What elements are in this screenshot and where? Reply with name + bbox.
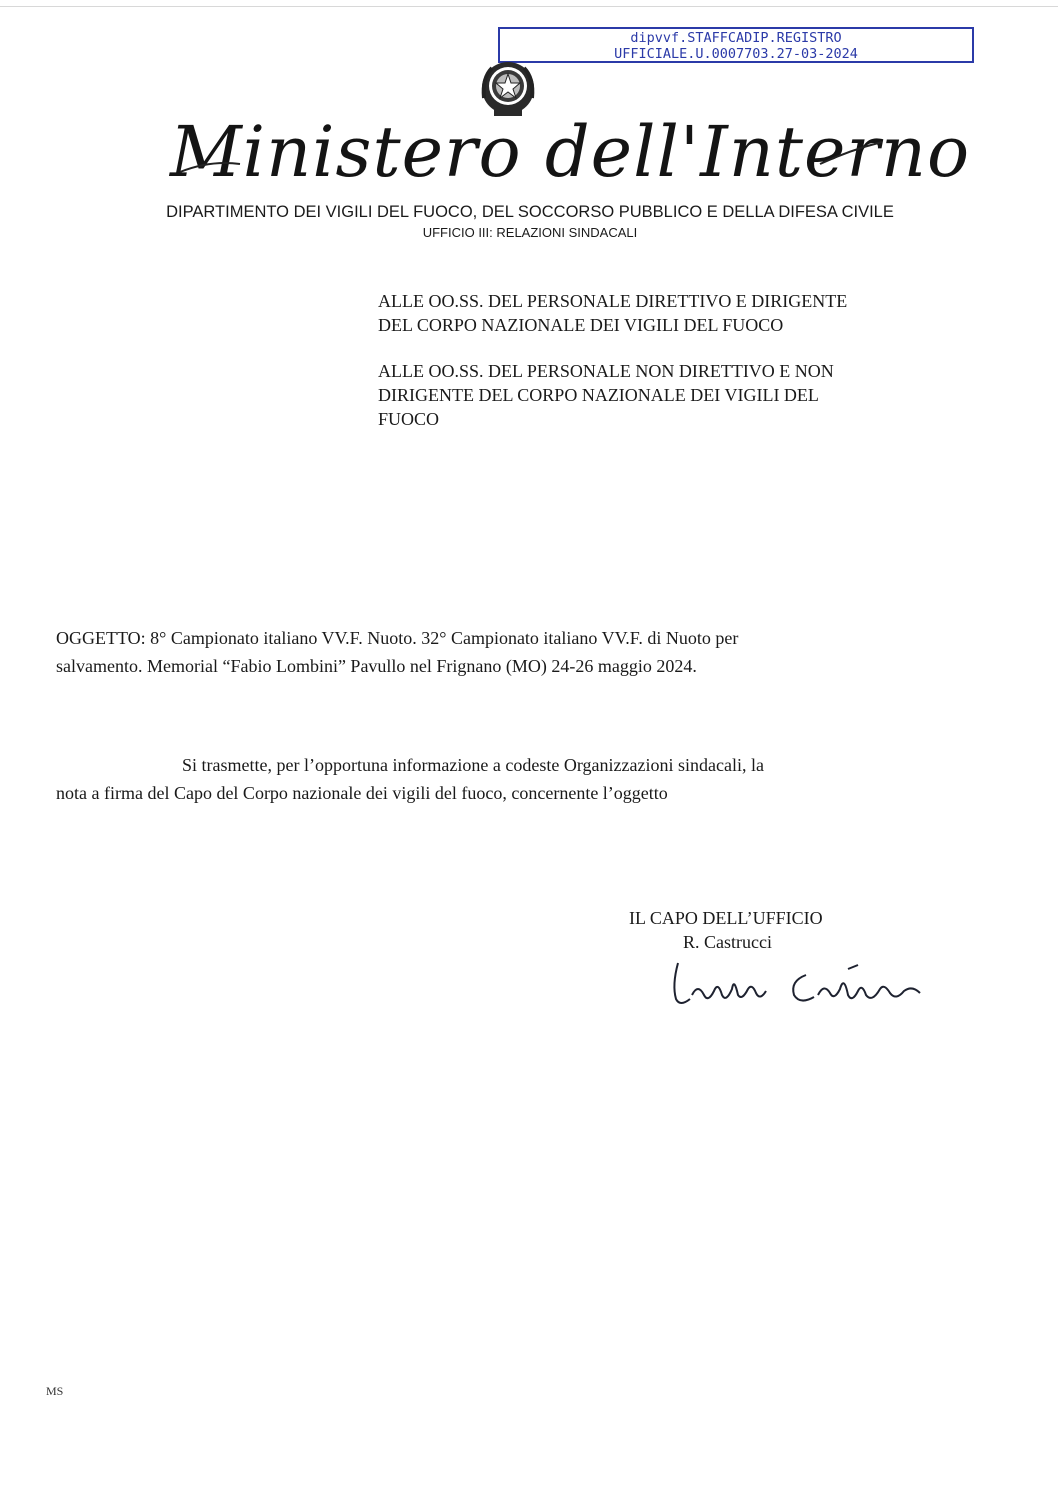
recipient-2-line-1: ALLE OO.SS. DEL PERSONALE NON DIRETTIVO E NON [378,361,834,381]
subject-line-1: OGGETTO: 8° Campionato italiano VV.F. Nuoto. 32° Campionato italiano VV.F. di Nuoto per [56,628,739,648]
title-flourish-icon [170,120,890,190]
protocol-stamp [498,27,974,63]
office-name: UFFICIO III: RELAZIONI SINDACALI [422,225,638,240]
protocol-line-1: dipvvf.STAFFCADIP.REGISTRO [630,30,842,46]
protocol-line-2: UFFICIALE.U.0007703.27-03-2024 [614,46,858,62]
recipient-2-line-2: DIRIGENTE DEL CORPO NAZIONALE DEI VIGILI DEL [378,385,819,405]
recipients-block [378,289,978,453]
body-line-2: nota a firma del Capo del Corpo nazionale dei vigili del fuoco, concernente l’oggetto [56,783,668,803]
department-name: DIPARTIMENTO DEI VIGILI DEL FUOCO, DEL SOCCORSO PUBBLICO E DELLA DIFESA CIVILE [166,203,894,221]
recipient-1 [378,289,978,337]
body-paragraph [56,751,936,807]
recipient-2 [378,359,978,431]
subject-line-2: salvamento. Memorial “Fabio Lombini” Pavullo nel Frignano (MO) 24-26 maggio 2024. [56,656,697,676]
recipient-1-line-2: DEL CORPO NAZIONALE DEI VIGILI DEL FUOCO [378,315,784,335]
body-line-1: Si trasmette, per l’opportuna informazione a codeste Organizzazioni sindacali, la [182,755,764,775]
author-initials: MS [46,1384,64,1398]
signature-role: IL CAPO DELL’UFFICIO [629,908,823,928]
handwritten-signature [668,955,948,1015]
recipient-1-line-1: ALLE OO.SS. DEL PERSONALE DIRETTIVO E DIRIGENTE [378,291,848,311]
subject-block [56,624,936,680]
recipient-2-line-3: FUOCO [378,409,440,429]
ministry-title: Ministero dell'Interno [170,111,971,193]
signature-name: R. Castrucci [683,932,772,952]
scan-edge-line [0,6,1058,7]
